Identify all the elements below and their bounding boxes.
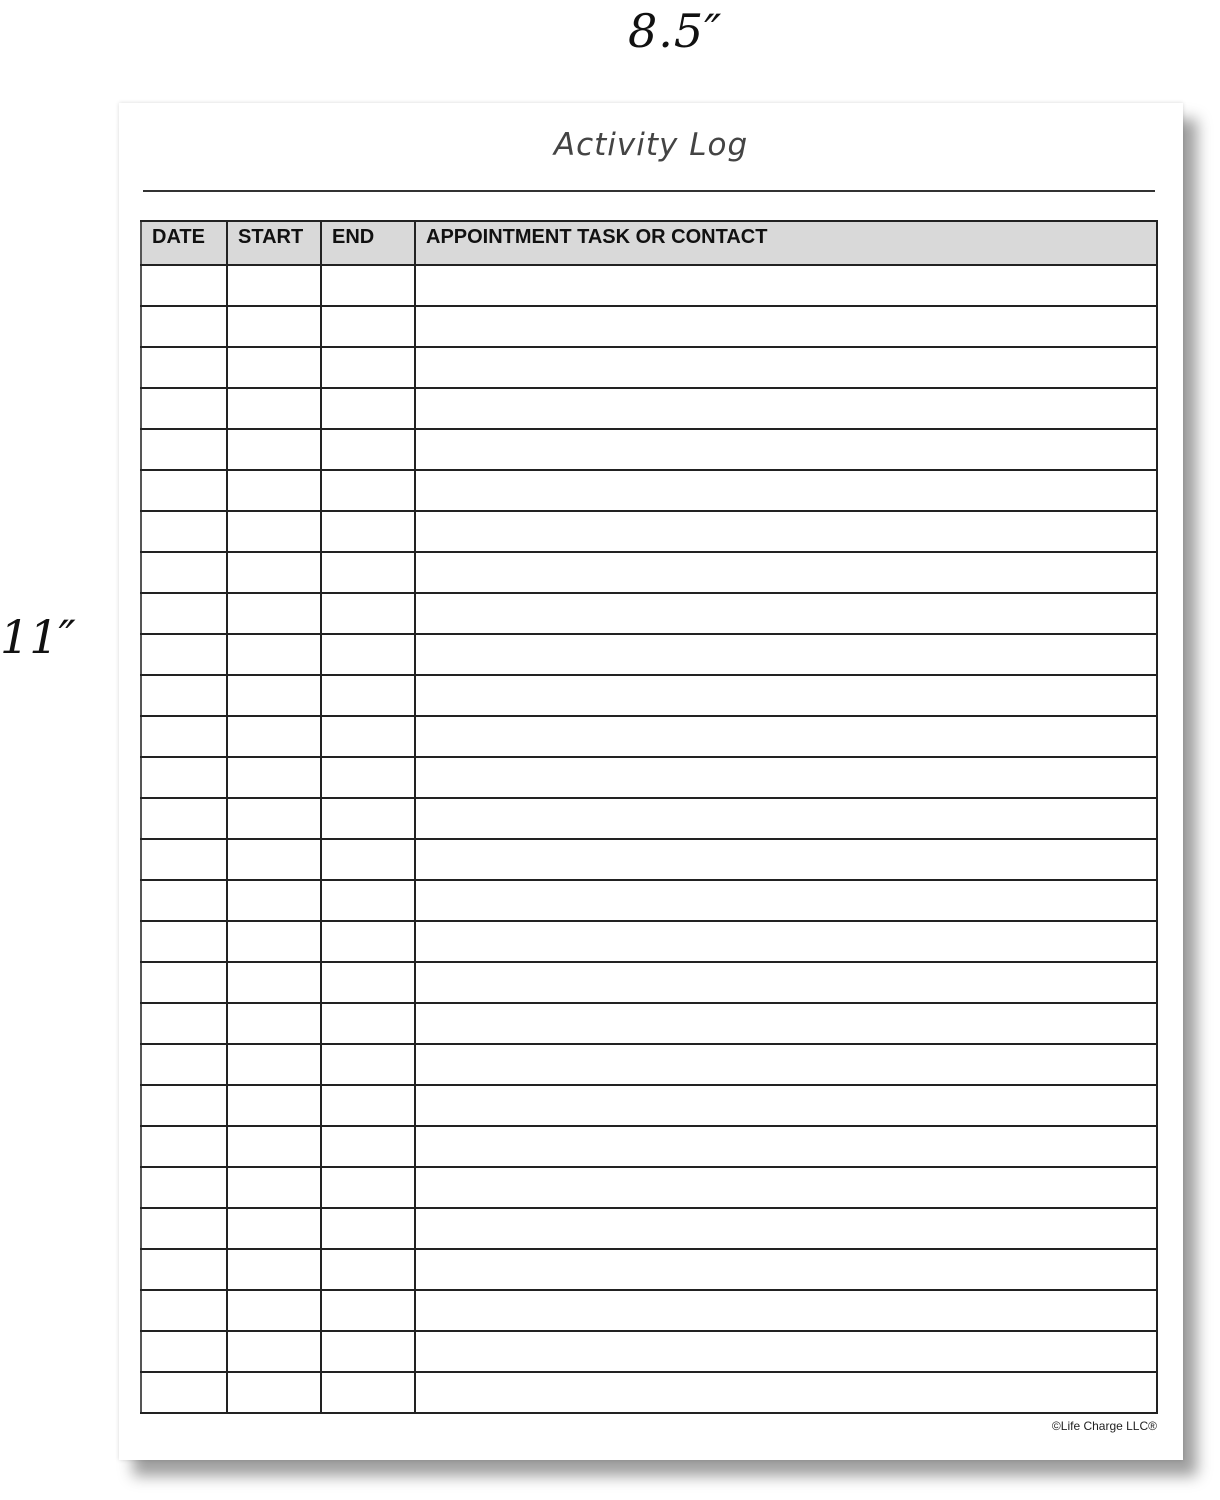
end-cell[interactable]	[321, 1372, 415, 1413]
date-cell[interactable]	[141, 1085, 227, 1126]
date-cell[interactable]	[141, 347, 227, 388]
end-cell[interactable]	[321, 716, 415, 757]
title-underline	[143, 190, 1155, 192]
appointment-cell[interactable]	[415, 1003, 1157, 1044]
end-cell[interactable]	[321, 1208, 415, 1249]
date-cell[interactable]	[141, 1290, 227, 1331]
appointment-cell[interactable]	[415, 1249, 1157, 1290]
column-header-start: START	[227, 221, 321, 265]
date-cell[interactable]	[141, 1126, 227, 1167]
appointment-cell[interactable]	[415, 634, 1157, 675]
date-cell[interactable]	[141, 388, 227, 429]
activity-log-sheet	[119, 103, 1183, 1460]
date-cell[interactable]	[141, 1044, 227, 1085]
end-cell[interactable]	[321, 470, 415, 511]
date-cell[interactable]	[141, 306, 227, 347]
table-row	[141, 511, 1157, 552]
date-cell[interactable]	[141, 798, 227, 839]
appointment-cell[interactable]	[415, 593, 1157, 634]
end-cell[interactable]	[321, 675, 415, 716]
table-row	[141, 921, 1157, 962]
appointment-cell[interactable]	[415, 1044, 1157, 1085]
appointment-cell[interactable]	[415, 675, 1157, 716]
date-cell[interactable]	[141, 593, 227, 634]
date-cell[interactable]	[141, 634, 227, 675]
date-cell[interactable]	[141, 880, 227, 921]
table-row	[141, 839, 1157, 880]
table-row	[141, 265, 1157, 306]
start-cell[interactable]	[227, 675, 321, 716]
appointment-cell[interactable]	[415, 757, 1157, 798]
height-dimension-label: 11″	[0, 610, 76, 664]
end-cell[interactable]	[321, 634, 415, 675]
appointment-cell[interactable]	[415, 1167, 1157, 1208]
date-cell[interactable]	[141, 962, 227, 1003]
end-cell[interactable]	[321, 1044, 415, 1085]
appointment-cell[interactable]	[415, 1290, 1157, 1331]
table-row	[141, 1249, 1157, 1290]
start-cell[interactable]	[227, 552, 321, 593]
start-cell[interactable]	[227, 347, 321, 388]
date-cell[interactable]	[141, 757, 227, 798]
start-cell[interactable]	[227, 716, 321, 757]
end-cell[interactable]	[321, 1167, 415, 1208]
start-cell[interactable]	[227, 1290, 321, 1331]
appointment-cell[interactable]	[415, 962, 1157, 1003]
date-cell[interactable]	[141, 921, 227, 962]
start-cell[interactable]	[227, 429, 321, 470]
date-cell[interactable]	[141, 1372, 227, 1413]
table-row	[141, 1126, 1157, 1167]
appointment-cell[interactable]	[415, 388, 1157, 429]
start-cell[interactable]	[227, 388, 321, 429]
end-cell[interactable]	[321, 962, 415, 1003]
end-cell[interactable]	[321, 880, 415, 921]
table-row	[141, 1085, 1157, 1126]
table-row	[141, 1290, 1157, 1331]
column-header-end: END	[321, 221, 415, 265]
end-cell[interactable]	[321, 429, 415, 470]
start-cell[interactable]	[227, 1085, 321, 1126]
table-row	[141, 1003, 1157, 1044]
table-row	[141, 470, 1157, 511]
start-cell[interactable]	[227, 634, 321, 675]
appointment-cell[interactable]	[415, 265, 1157, 306]
appointment-cell[interactable]	[415, 470, 1157, 511]
appointment-cell[interactable]	[415, 1085, 1157, 1126]
table-row	[141, 757, 1157, 798]
date-cell[interactable]	[141, 1331, 227, 1372]
end-cell[interactable]	[321, 839, 415, 880]
date-cell[interactable]	[141, 675, 227, 716]
end-cell[interactable]	[321, 1003, 415, 1044]
table-row	[141, 388, 1157, 429]
start-cell[interactable]	[227, 1003, 321, 1044]
start-cell[interactable]	[227, 1331, 321, 1372]
column-header-appointment: APPOINTMENT TASK OR CONTACT	[415, 221, 1157, 265]
table-row	[141, 880, 1157, 921]
end-cell[interactable]	[321, 798, 415, 839]
sheet-title: Activity Log	[553, 127, 749, 163]
start-cell[interactable]	[227, 757, 321, 798]
width-dimension-label: 8.5″	[628, 4, 723, 58]
date-cell[interactable]	[141, 839, 227, 880]
date-cell[interactable]	[141, 1249, 227, 1290]
start-cell[interactable]	[227, 1208, 321, 1249]
start-cell[interactable]	[227, 880, 321, 921]
activity-log-table	[140, 220, 1158, 1414]
table-row	[141, 634, 1157, 675]
table-row	[141, 1167, 1157, 1208]
copyright-notice: ©Life Charge LLC®	[1051, 1419, 1157, 1433]
date-cell[interactable]	[141, 1208, 227, 1249]
appointment-cell[interactable]	[415, 347, 1157, 388]
date-cell[interactable]	[141, 265, 227, 306]
start-cell[interactable]	[227, 306, 321, 347]
end-cell[interactable]	[321, 1126, 415, 1167]
appointment-cell[interactable]	[415, 839, 1157, 880]
end-cell[interactable]	[321, 388, 415, 429]
date-cell[interactable]	[141, 716, 227, 757]
table-row	[141, 593, 1157, 634]
end-cell[interactable]	[321, 1249, 415, 1290]
table-row	[141, 798, 1157, 839]
table-row	[141, 675, 1157, 716]
end-cell[interactable]	[321, 1085, 415, 1126]
appointment-cell[interactable]	[415, 798, 1157, 839]
appointment-cell[interactable]	[415, 716, 1157, 757]
table-row	[141, 962, 1157, 1003]
appointment-cell[interactable]	[415, 1208, 1157, 1249]
appointment-cell[interactable]	[415, 1331, 1157, 1372]
start-cell[interactable]	[227, 798, 321, 839]
table-row	[141, 552, 1157, 593]
start-cell[interactable]	[227, 511, 321, 552]
table-row	[141, 347, 1157, 388]
appointment-cell[interactable]	[415, 880, 1157, 921]
table-row	[141, 1331, 1157, 1372]
table-header-row	[141, 221, 1157, 265]
date-cell[interactable]	[141, 511, 227, 552]
end-cell[interactable]	[321, 757, 415, 798]
table-row	[141, 1208, 1157, 1249]
table-row	[141, 429, 1157, 470]
end-cell[interactable]	[321, 265, 415, 306]
end-cell[interactable]	[321, 921, 415, 962]
date-cell[interactable]	[141, 1003, 227, 1044]
start-cell[interactable]	[227, 265, 321, 306]
appointment-cell[interactable]	[415, 1126, 1157, 1167]
table-row	[141, 1044, 1157, 1085]
start-cell[interactable]	[227, 1044, 321, 1085]
start-cell[interactable]	[227, 470, 321, 511]
appointment-cell[interactable]	[415, 511, 1157, 552]
start-cell[interactable]	[227, 1126, 321, 1167]
table-body	[141, 265, 1157, 1413]
start-cell[interactable]	[227, 1372, 321, 1413]
end-cell[interactable]	[321, 347, 415, 388]
date-cell[interactable]	[141, 429, 227, 470]
table-row	[141, 1372, 1157, 1413]
end-cell[interactable]	[321, 1290, 415, 1331]
end-cell[interactable]	[321, 552, 415, 593]
date-cell[interactable]	[141, 552, 227, 593]
end-cell[interactable]	[321, 511, 415, 552]
date-cell[interactable]	[141, 1167, 227, 1208]
start-cell[interactable]	[227, 962, 321, 1003]
start-cell[interactable]	[227, 1249, 321, 1290]
start-cell[interactable]	[227, 593, 321, 634]
table-row	[141, 306, 1157, 347]
end-cell[interactable]	[321, 1331, 415, 1372]
appointment-cell[interactable]	[415, 306, 1157, 347]
appointment-cell[interactable]	[415, 429, 1157, 470]
date-cell[interactable]	[141, 470, 227, 511]
start-cell[interactable]	[227, 921, 321, 962]
appointment-cell[interactable]	[415, 1372, 1157, 1413]
end-cell[interactable]	[321, 306, 415, 347]
end-cell[interactable]	[321, 593, 415, 634]
start-cell[interactable]	[227, 1167, 321, 1208]
table-row	[141, 716, 1157, 757]
column-header-date: DATE	[141, 221, 227, 265]
appointment-cell[interactable]	[415, 921, 1157, 962]
appointment-cell[interactable]	[415, 552, 1157, 593]
start-cell[interactable]	[227, 839, 321, 880]
